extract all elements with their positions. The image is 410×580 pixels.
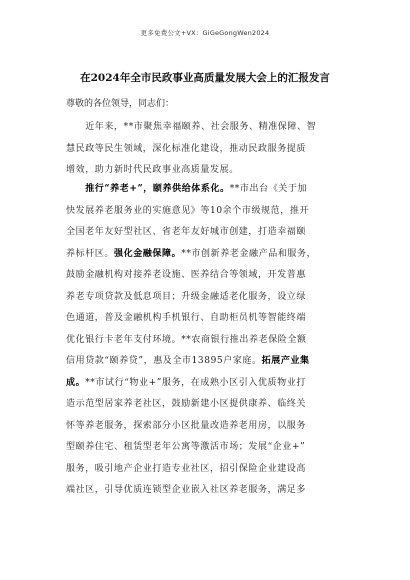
section-line: 养老专项贷款及低息项目；升级金融适老化服务，设立绿 — [66, 291, 307, 302]
section-line: 养标杆区。强化金融保障。**市创新养老金融产品和服务， — [66, 248, 317, 259]
intro-line: 慧民政等民生领域，深化标准化建设，推动民政服务提质 — [66, 143, 307, 154]
intro-line: 增效，助力新时代民政事业高质量发展。 — [66, 165, 239, 175]
salutation: 尊敬的各位领导，同志们： — [66, 99, 175, 109]
section-line: 型颐养住宅、租赁型老年公寓等激活市场；发展“企业+” — [66, 442, 306, 452]
industry-subheading: 拓展产业集 — [261, 356, 310, 366]
section-line: 成。**市试行“物业+”服务，在成熟小区引入优质物业打 — [66, 377, 306, 388]
section-heading: 推行“养老+”，颐养供给体系化。 — [85, 184, 230, 194]
document-title: 在2024年全市民政事业高质量发展大会上的汇报发言 — [80, 72, 330, 84]
header-note: 更多免费公文+VX：GiGeGongWen2024 — [140, 29, 270, 37]
section-line: 色通道，普及金融机构手机银行、自助柜员机等智能终端 — [66, 313, 307, 323]
section-line: 快发展养老服务业的实施意见》等10余个市级规范，推开 — [66, 205, 310, 216]
section-line: 怀等养老服务，探索部分小区批量改造养老用房，以服务 — [66, 420, 307, 431]
section-line: 全国老年友好型社区、省老年友好城市创建，打造幸福颐 — [66, 227, 307, 237]
section-line: 信用贷款“颐养贷”，惠及全市13895户家庭。拓展产业集 — [66, 356, 310, 366]
intro-line: 近年来，**市聚焦幸福颐养、社会服务、精准保障、智 — [85, 122, 317, 132]
section-line: 推行“养老+”，颐养供给体系化。**市出台《关于加 — [85, 184, 308, 194]
section-line: 造示范型居家养老社区，鼓励新建小区提供康养、临终关 — [66, 399, 307, 409]
section-paragraph — [66, 179, 350, 502]
section-line: 鼓励金融机构对接养老设施、医养结合等领域，开发普惠 — [66, 270, 307, 280]
section-line: 端社区，引导优质连锁型企业嵌入社区养老服务，满足多 — [66, 485, 307, 495]
section-line: 优化银行卡老年支付环境。**农商银行推出养老保险全额 — [66, 334, 307, 345]
section-line: 服务，吸引地产企业打造专业社区，招引保险企业建设高 — [66, 463, 307, 474]
finance-subheading: 强化金融保障。 — [114, 248, 182, 259]
intro-paragraph — [66, 117, 350, 182]
